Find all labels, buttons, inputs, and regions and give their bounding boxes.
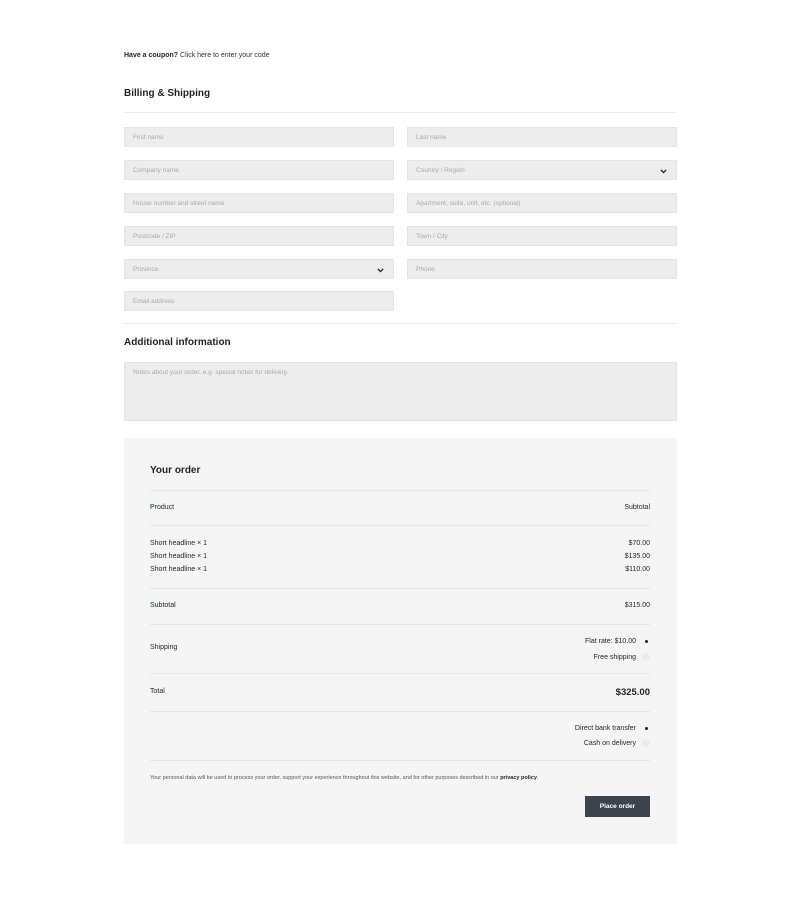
chevron-down-icon: [658, 166, 668, 176]
divider: [124, 112, 677, 113]
company-input[interactable]: [124, 160, 394, 180]
postcode-placeholder: Postcode / ZIP: [133, 232, 176, 240]
privacy-policy-link[interactable]: privacy policy: [500, 775, 537, 781]
place-order-button[interactable]: Place order: [585, 796, 650, 817]
chevron-down-icon: [375, 265, 385, 275]
shipping-option-label: Flat rate: $10.00: [585, 637, 636, 645]
coupon-notice: [124, 52, 270, 59]
shipping-label: Shipping: [150, 644, 178, 651]
subtotal-column-header: Subtotal: [624, 504, 650, 511]
order-item-name: Short headline × 1: [150, 553, 208, 560]
order-notes-placeholder: Notes about your order, e.g. special notes for delivery.: [133, 369, 289, 376]
order-title: Your order: [150, 465, 201, 476]
email-placeholder: Email address: [133, 297, 175, 305]
phone-placeholder: Phone: [416, 265, 435, 273]
radio-unselected-icon[interactable]: [642, 653, 650, 661]
divider: [150, 760, 650, 761]
company-placeholder: Company name: [133, 166, 179, 174]
coupon-link[interactable]: Click here to enter your code: [180, 52, 270, 59]
divider: [150, 490, 650, 491]
country-placeholder: Country / Region: [416, 166, 465, 174]
postcode-input[interactable]: [124, 226, 394, 246]
last-name-input[interactable]: [407, 127, 677, 147]
order-item-price: $70.00: [628, 540, 650, 547]
subtotal-value: $315.00: [624, 602, 650, 609]
shipping-option-flat-rate[interactable]: [585, 637, 650, 645]
radio-selected-icon[interactable]: [642, 724, 650, 732]
divider: [150, 624, 650, 625]
divider: [150, 673, 650, 674]
radio-selected-icon[interactable]: [642, 637, 650, 645]
payment-option-label: Cash on delivery: [583, 739, 636, 747]
order-item-name: Short headline × 1: [150, 540, 208, 547]
subtotal-label: Subtotal: [150, 602, 176, 609]
country-select[interactable]: [407, 160, 677, 180]
address-line1-input[interactable]: [124, 193, 394, 213]
shipping-option-free[interactable]: [594, 653, 650, 661]
privacy-notice: [150, 775, 538, 781]
payment-option-bank-transfer[interactable]: [575, 724, 650, 732]
first-name-input[interactable]: [124, 127, 394, 147]
total-value: $325.00: [615, 687, 650, 698]
address-line2-placeholder: Apartment, suite, unit, etc. (optional): [416, 199, 521, 207]
additional-info-title: Additional information: [124, 337, 231, 348]
payment-option-cash-on-delivery[interactable]: [584, 739, 650, 747]
address-line1-placeholder: House number and street name: [133, 199, 225, 207]
divider: [124, 323, 677, 324]
province-select[interactable]: [124, 259, 394, 279]
order-item-name: Short headline × 1: [150, 566, 208, 573]
order-notes-textarea[interactable]: [124, 362, 677, 421]
first-name-placeholder: First name: [133, 133, 164, 141]
total-label: Total: [150, 688, 165, 695]
product-column-header: Product: [150, 504, 175, 511]
email-input[interactable]: [124, 291, 394, 311]
address-line2-input[interactable]: [407, 193, 677, 213]
town-placeholder: Town / City: [416, 232, 448, 240]
privacy-text: Your personal data will be used to process your order, support your experience throughout this website, and for other purposes described in our: [150, 775, 499, 781]
coupon-question: Have a coupon?: [124, 52, 179, 59]
shipping-option-label: Free shipping: [593, 653, 636, 661]
billing-title: Billing & Shipping: [124, 88, 211, 99]
phone-input[interactable]: [407, 259, 677, 279]
town-input[interactable]: [407, 226, 677, 246]
province-placeholder: Province: [133, 265, 159, 273]
order-summary-panel: [124, 438, 677, 844]
payment-option-label: Direct bank transfer: [574, 724, 636, 732]
last-name-placeholder: Last name: [416, 133, 447, 141]
order-item-price: $110.00: [625, 566, 650, 573]
divider: [150, 525, 650, 526]
divider: [150, 711, 650, 712]
radio-unselected-icon[interactable]: [642, 739, 650, 747]
order-item-price: $135.00: [624, 553, 650, 560]
divider: [150, 588, 650, 589]
privacy-end: .: [536, 775, 539, 781]
